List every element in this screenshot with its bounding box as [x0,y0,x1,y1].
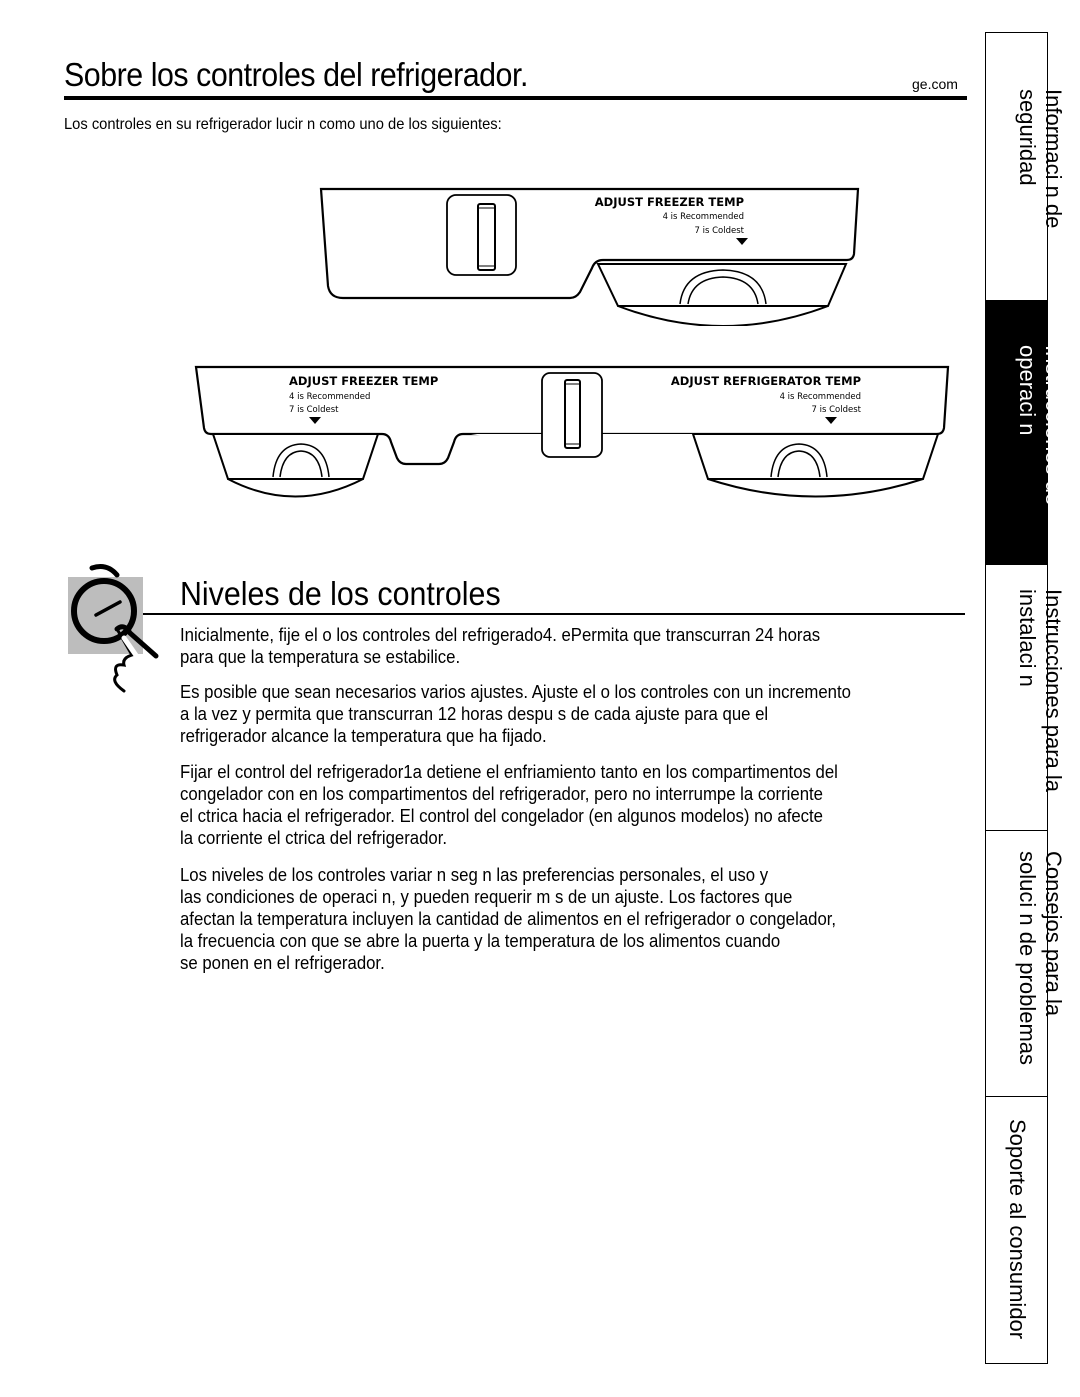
tab-label-line2: operaci n [1015,345,1040,436]
freezer-label-line2: 7 is Coldest [694,226,744,236]
paragraph-line: refrigerador alcance la temperatura que ha fijado. [180,726,547,746]
dual-freezer-label-line1: 4 is Recommended [289,392,371,402]
tab-label-line1: Instrucciones para la [1041,589,1066,792]
dual-freezer-dial[interactable] [223,434,373,489]
tab-problemas[interactable] [986,830,1066,1096]
tab-label-line1: Consejos para la [1041,851,1066,1017]
paragraph-line: el ctrica hacia el refrigerador. El control del congelador (en algunos modelos) no afecte [180,806,824,826]
paragraph-line: la corriente el ctrica del refrigerador. [180,828,448,848]
tab-label-line2: seguridad [1015,89,1040,186]
tab-instalacion[interactable] [986,564,1066,830]
tab-label-line2: instalaci n [1015,589,1040,687]
freezer-label-title: ADJUST FREEZER TEMP [594,195,744,209]
paragraph-line: las condiciones de operaci n, y pueden requerir m s de un ajuste. Los factores que [180,887,793,907]
paragraph-line: se ponen en el refrigerador. [180,953,385,973]
dual-slider[interactable] [565,380,580,448]
paragraph-line: a la vez y permita que transcurran 12 horas despu s de cada ajuste para que el [180,704,769,724]
tab-label-line1: Soporte al consumidor [1005,1119,1030,1340]
paragraph-line: para que la temperatura se estabilice. [180,647,461,667]
tab-label-line2: soluci n de problemas [1015,851,1040,1066]
section-heading: Niveles de los controles [180,575,501,612]
paragraph-line: Fijar el control del refrigerador1a detiene el enfriamiento tanto en los compartimentos del [180,762,838,782]
dual-fridge-label-line2: 7 is Coldest [811,405,861,415]
dual-freezer-label-title: ADJUST FREEZER TEMP [289,374,439,388]
tab-label-line1: Informaci n de [1041,89,1066,229]
freezer-slider[interactable] [478,204,495,270]
dual-control-panel [193,364,953,504]
paragraph-line: Los niveles de los controles variar n seg n las preferencias personales, el uso y [180,865,769,885]
freezer-label-line1: 4 is Recommended [662,212,744,222]
site-link[interactable]: ge.com [912,76,958,92]
dual-freezer-label-line2: 7 is Coldest [289,405,339,415]
tab-seguridad[interactable] [986,33,1066,300]
tab-operacion[interactable] [986,300,1066,564]
freezer-dial[interactable] [608,264,838,319]
paragraph-4 [180,864,933,974]
paragraph-line: Inicialmente, fije el o los controles del refrigerado4. ePermita que transcurran 24 horas [180,625,821,645]
paragraph-line: afectan la temperatura incluyen la cantidad de alimentos en el refrigerador o congelador, [180,909,837,929]
single-control-panel [318,186,863,326]
paragraph-2 [180,681,933,747]
dual-fridge-dial[interactable] [713,434,923,489]
dual-fridge-label-title: ADJUST REFRIGERATOR TEMP [670,374,861,388]
paragraph-line: congelador con en los compartimentos del refrigerador, pero no interrumpe la corriente [180,784,823,804]
section-rule [143,613,965,615]
paragraph-3 [180,761,933,849]
intro-text: Los controles en su refrigerador lucir n como uno de los siguientes: [64,116,502,133]
tab-soporte[interactable] [986,1096,1047,1363]
dual-fridge-label-line1: 4 is Recommended [779,392,861,402]
page-title: Sobre los controles del refrigerador. [64,56,528,93]
dial-hand-icon [62,563,172,698]
paragraph-line: la frecuencia con que se abre la puerta y la temperatura de los alimentos cuando [180,931,781,951]
title-rule [64,96,967,100]
paragraph-line: Es posible que sean necesarios varios ajustes. Ajuste el o los controles con un incremento [180,682,851,702]
paragraph-1 [180,624,933,668]
tab-label-line1: Instrucciones de [1041,345,1066,506]
side-tabs [985,32,1066,1364]
